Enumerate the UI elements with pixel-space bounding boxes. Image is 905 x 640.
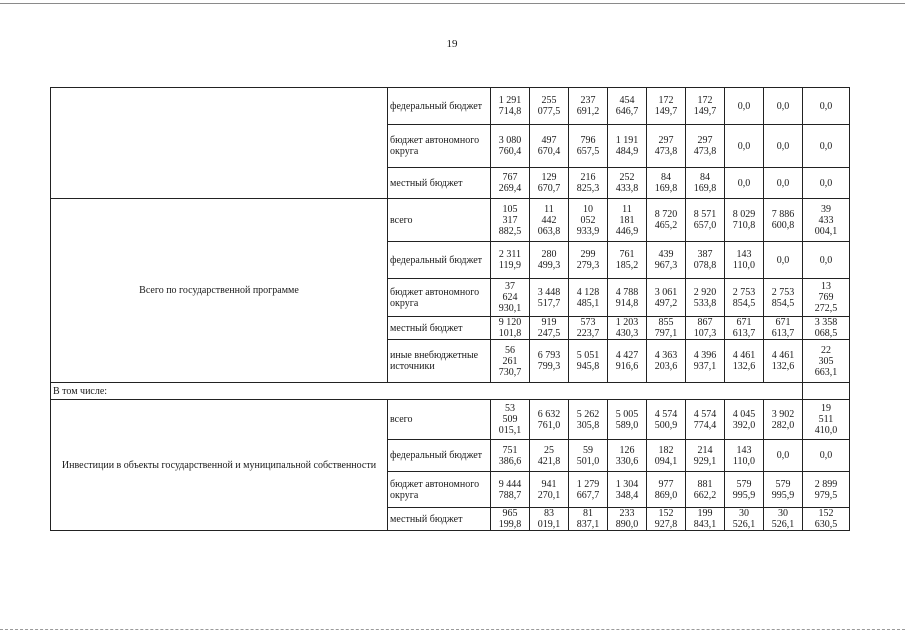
subheading-tail — [803, 383, 850, 400]
value-cell: 2 753 854,5 — [725, 279, 764, 317]
value-cell: 0,0 — [764, 125, 803, 168]
value-cell: 10 052 933,9 — [569, 199, 608, 242]
value-cell: 439 967,3 — [647, 242, 686, 279]
value-cell: 855 797,1 — [647, 317, 686, 340]
value-cell: 83 019,1 — [530, 508, 569, 531]
value-cell: 25 421,8 — [530, 440, 569, 472]
value-cell: 7 886 600,8 — [764, 199, 803, 242]
value-cell: 796 657,5 — [569, 125, 608, 168]
value-cell: 671 613,7 — [764, 317, 803, 340]
value-cell: 0,0 — [803, 125, 850, 168]
budget-table — [50, 87, 850, 531]
value-cell: 4 363 203,6 — [647, 340, 686, 383]
funding-source: местный бюджет — [388, 317, 491, 340]
value-cell: 9 120 101,8 — [491, 317, 530, 340]
value-cell: 1 291 714,8 — [491, 88, 530, 125]
subheading: В том числе: — [51, 383, 803, 400]
value-cell: 761 185,2 — [608, 242, 647, 279]
value-cell: 19 511 410,0 — [803, 400, 850, 440]
group-label: Инвестиции в объекты государственной и муниципальной собственности — [51, 400, 388, 531]
value-cell: 0,0 — [803, 88, 850, 125]
value-cell: 867 107,3 — [686, 317, 725, 340]
value-cell: 0,0 — [764, 168, 803, 199]
value-cell: 2 920 533,8 — [686, 279, 725, 317]
value-cell: 0,0 — [803, 440, 850, 472]
value-cell: 0,0 — [764, 242, 803, 279]
page-top-edge — [0, 3, 905, 4]
value-cell: 0,0 — [725, 168, 764, 199]
value-cell: 941 270,1 — [530, 472, 569, 508]
value-cell: 5 051 945,8 — [569, 340, 608, 383]
value-cell: 6 632 761,0 — [530, 400, 569, 440]
value-cell: 1 203 430,3 — [608, 317, 647, 340]
funding-source: всего — [388, 199, 491, 242]
value-cell: 1 191 484,9 — [608, 125, 647, 168]
value-cell: 5 005 589,0 — [608, 400, 647, 440]
value-cell: 0,0 — [764, 88, 803, 125]
value-cell: 280 499,3 — [530, 242, 569, 279]
value-cell: 237 691,2 — [569, 88, 608, 125]
value-cell: 579 995,9 — [764, 472, 803, 508]
funding-source: федеральный бюджет — [388, 242, 491, 279]
funding-source: местный бюджет — [388, 508, 491, 531]
value-cell: 497 670,4 — [530, 125, 569, 168]
value-cell: 671 613,7 — [725, 317, 764, 340]
value-cell: 8 571 657,0 — [686, 199, 725, 242]
value-cell: 172 149,7 — [647, 88, 686, 125]
value-cell: 105 317 882,5 — [491, 199, 530, 242]
value-cell: 126 330,6 — [608, 440, 647, 472]
value-cell: 233 890,0 — [608, 508, 647, 531]
value-cell: 199 843,1 — [686, 508, 725, 531]
value-cell: 3 448 517,7 — [530, 279, 569, 317]
value-cell: 2 899 979,5 — [803, 472, 850, 508]
value-cell: 881 662,2 — [686, 472, 725, 508]
value-cell: 152 630,5 — [803, 508, 850, 531]
value-cell: 4 788 914,8 — [608, 279, 647, 317]
value-cell: 56 261 730,7 — [491, 340, 530, 383]
value-cell: 1 304 348,4 — [608, 472, 647, 508]
value-cell: 4 427 916,6 — [608, 340, 647, 383]
value-cell: 299 279,3 — [569, 242, 608, 279]
value-cell: 129 670,7 — [530, 168, 569, 199]
value-cell: 11 442 063,8 — [530, 199, 569, 242]
value-cell: 182 094,1 — [647, 440, 686, 472]
funding-source: федеральный бюджет — [388, 440, 491, 472]
value-cell: 84 169,8 — [647, 168, 686, 199]
value-cell: 172 149,7 — [686, 88, 725, 125]
value-cell: 0,0 — [803, 168, 850, 199]
value-cell: 4 045 392,0 — [725, 400, 764, 440]
value-cell: 22 305 663,1 — [803, 340, 850, 383]
value-cell: 0,0 — [764, 440, 803, 472]
value-cell: 3 902 282,0 — [764, 400, 803, 440]
funding-source: бюджет автономного округа — [388, 472, 491, 508]
value-cell: 0,0 — [803, 242, 850, 279]
value-cell: 4 128 485,1 — [569, 279, 608, 317]
value-cell: 30 526,1 — [725, 508, 764, 531]
page-number: 19 — [446, 38, 458, 50]
value-cell: 9 444 788,7 — [491, 472, 530, 508]
group-label: Всего по государственной программе — [51, 199, 388, 383]
value-cell: 152 927,8 — [647, 508, 686, 531]
value-cell: 977 869,0 — [647, 472, 686, 508]
funding-source: иные внебюджетные источники — [388, 340, 491, 383]
funding-source: местный бюджет — [388, 168, 491, 199]
value-cell: 59 501,0 — [569, 440, 608, 472]
value-cell: 4 396 937,1 — [686, 340, 725, 383]
value-cell: 39 433 004,1 — [803, 199, 850, 242]
value-cell: 3 061 497,2 — [647, 279, 686, 317]
table-row — [51, 88, 850, 125]
value-cell: 30 526,1 — [764, 508, 803, 531]
value-cell: 2 753 854,5 — [764, 279, 803, 317]
value-cell: 252 433,8 — [608, 168, 647, 199]
value-cell: 4 461 132,6 — [725, 340, 764, 383]
value-cell: 2 311 119,9 — [491, 242, 530, 279]
value-cell: 579 995,9 — [725, 472, 764, 508]
value-cell: 37 624 930,1 — [491, 279, 530, 317]
table-row — [51, 400, 850, 440]
value-cell: 919 247,5 — [530, 317, 569, 340]
value-cell: 297 473,8 — [647, 125, 686, 168]
value-cell: 214 929,1 — [686, 440, 725, 472]
value-cell: 6 793 799,3 — [530, 340, 569, 383]
value-cell: 53 509 015,1 — [491, 400, 530, 440]
value-cell: 0,0 — [725, 88, 764, 125]
value-cell: 751 386,6 — [491, 440, 530, 472]
value-cell: 297 473,8 — [686, 125, 725, 168]
funding-source: всего — [388, 400, 491, 440]
value-cell: 8 029 710,8 — [725, 199, 764, 242]
value-cell: 573 223,7 — [569, 317, 608, 340]
value-cell: 143 110,0 — [725, 440, 764, 472]
subheading-row — [51, 383, 850, 400]
value-cell: 11 181 446,9 — [608, 199, 647, 242]
value-cell: 255 077,5 — [530, 88, 569, 125]
value-cell: 387 078,8 — [686, 242, 725, 279]
value-cell: 4 574 500,9 — [647, 400, 686, 440]
value-cell: 216 825,3 — [569, 168, 608, 199]
value-cell: 5 262 305,8 — [569, 400, 608, 440]
value-cell: 1 279 667,7 — [569, 472, 608, 508]
value-cell: 84 169,8 — [686, 168, 725, 199]
value-cell: 965 199,8 — [491, 508, 530, 531]
table-row — [51, 199, 850, 242]
funding-source: федеральный бюджет — [388, 88, 491, 125]
value-cell: 3 080 760,4 — [491, 125, 530, 168]
value-cell: 767 269,4 — [491, 168, 530, 199]
value-cell: 0,0 — [725, 125, 764, 168]
value-cell: 454 646,7 — [608, 88, 647, 125]
group-label — [51, 88, 388, 199]
value-cell: 13 769 272,5 — [803, 279, 850, 317]
value-cell: 4 461 132,6 — [764, 340, 803, 383]
value-cell: 143 110,0 — [725, 242, 764, 279]
value-cell: 3 358 068,5 — [803, 317, 850, 340]
funding-source: бюджет автономного округа — [388, 125, 491, 168]
value-cell: 81 837,1 — [569, 508, 608, 531]
funding-source: бюджет автономного округа — [388, 279, 491, 317]
value-cell: 8 720 465,2 — [647, 199, 686, 242]
page-bottom-edge — [0, 629, 905, 630]
value-cell: 4 574 774,4 — [686, 400, 725, 440]
